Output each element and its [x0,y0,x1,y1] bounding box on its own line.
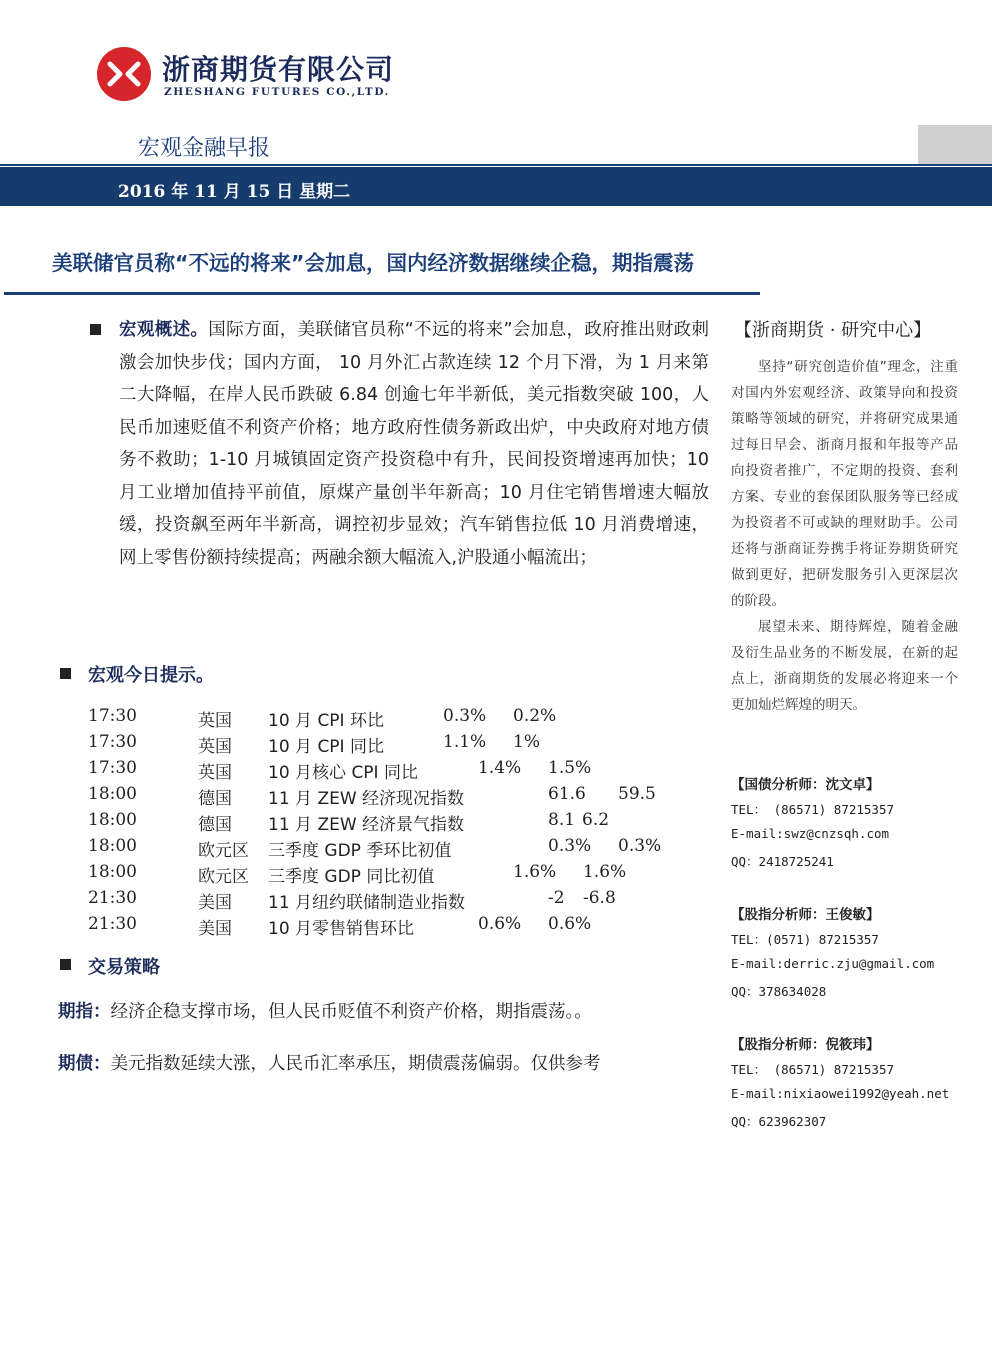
event-previous-value: 8.1 [548,810,576,830]
event-previous-value: 1.1% [443,732,487,752]
analyst-email[interactable]: E-mail:nixiaowei1992@yeah.net [731,1086,950,1101]
today-section-title: 宏观今日提示。 [88,665,214,686]
event-time: 17:30 [88,706,137,726]
company-name-cn: 浙商期货有限公司 [162,53,395,86]
strategy-text: 美元指数延续大涨，人民币汇率承压，期债震荡偏弱。仅供参考 [110,1054,601,1074]
strategy-index-futures [58,998,592,1023]
event-name: 10 月 CPI 同比 [268,737,384,757]
event-name: 三季度 GDP 同比初值 [268,867,435,887]
event-forecast-value: 1.6% [583,862,627,882]
headline-rule [4,292,760,295]
sidebar-intro: 坚持“研究创造价值”理念，注重对国内外宏观经济、政策导向和投资策略等领域的研究，并将研究成果通过每日早会、浙商月报和年报等产品向投资者推广，不定期的投资、套利方案、专业的套保团队服务等已经成为投资者不可或缺的理财助手。公司还将与浙商证券携手将证券期货研究做到更好，把研发服务引入更深层次的阶段。 [731,359,958,609]
event-previous-value: 0.3% [548,836,592,856]
analyst-tel: TEL：(0571) 87215357 [731,932,879,947]
sidebar-title: 【浙商期货 · 研究中心】 [734,320,932,341]
event-time: 18:00 [88,862,137,882]
event-forecast-value: -6.8 [583,888,616,908]
bullet-icon [60,668,71,679]
analyst-qq: QQ：2418725241 [731,854,834,869]
event-country: 英国 [198,763,232,783]
event-country: 欧元区 [198,841,249,861]
event-country: 德国 [198,789,232,809]
header-divider [0,164,992,166]
bullet-icon [90,324,101,335]
event-name: 11 月 ZEW 经济现况指数 [268,789,465,809]
analyst-tel: TEL： (86571) 87215357 [731,802,895,817]
macro-overview [119,314,709,574]
event-time: 17:30 [88,732,137,752]
company-name-en: ZHESHANG FUTURES CO.,LTD. [164,86,390,98]
event-previous-value: 61.6 [548,784,586,804]
event-forecast-value: 0.3% [618,836,662,856]
company-logo-icon [96,46,152,102]
event-name: 11 月 ZEW 经济景气指数 [268,815,465,835]
event-forecast-value: 1.5% [548,758,592,778]
analyst-qq: QQ：623962307 [731,1114,827,1129]
analyst-email[interactable]: E-mail:derric.zju@gmail.com [731,956,935,971]
analyst-title: 【国债分析师：沈文卓】 [731,777,880,793]
event-forecast-value: 0.2% [513,706,557,726]
analyst-title: 【股指分析师：王俊敏】 [731,907,880,923]
event-name: 三季度 GDP 季环比初值 [268,841,452,861]
overview-label: 宏观概述。 [119,320,209,340]
analyst-email[interactable]: E-mail:swz@cnzsqh.com [731,826,890,841]
analyst-qq: QQ：378634028 [731,984,827,999]
event-time: 18:00 [88,836,137,856]
header-grey-block [918,125,992,165]
event-country: 英国 [198,737,232,757]
sidebar-outlook: 展望未来、期待辉煌，随着金融及衍生品业务的不断发展，在新的起点上，浙商期货的发展必将迎来一个更加灿烂辉煌的明天。 [731,619,958,713]
report-title: 宏观金融早报 [138,136,271,161]
event-forecast-value: 6.2 [582,810,610,830]
event-time: 18:00 [88,810,137,830]
strategy-section-title: 交易策略 [88,957,160,978]
event-country: 美国 [198,893,232,913]
strategy-label: 期指： [58,1002,111,1022]
event-country: 英国 [198,711,232,731]
event-name: 10 月零售销售环比 [268,919,415,939]
strategy-label: 期债： [58,1054,111,1074]
event-time: 21:30 [88,888,137,908]
strategy-text: 经济企稳支撑市场，但人民币贬值不利资产价格，期指震荡。。 [110,1002,592,1022]
event-country: 美国 [198,919,232,939]
event-previous-value: 1.6% [513,862,557,882]
event-time: 21:30 [88,914,137,934]
analyst-title: 【股指分析师：倪筱玮】 [731,1037,880,1053]
overview-text: 国际方面，美联储官员称“不远的将来”会加息，政府推出财政刺激会加快步伐；国内方面， 10 月外汇占款连续 12 个月下滑，为 1 月来第二大降幅，在岸人民币跌破 6.84 创逾七年半新低，美元指数突破 100，人民币加速贬值不利资产价格；地方政府性债务新政出炉，中央政府对地方债务不救助；1-10 月城镇固定资产投资稳中有升，民间投资增速再加快；10 月工业增加值持平前值，原煤产量创半年新高；10 月住宅销售增速大幅放缓，投资飙至两年半新高，调控初步显效；汽车销售拉低 10 月消费增速，网上零售份额持续提高；两融余额大幅流入,沪股通小幅流出； [119,320,709,568]
event-previous-value: -2 [548,888,565,908]
event-name: 11 月纽约联储制造业指数 [268,893,466,913]
strategy-bond-futures [58,1050,601,1075]
bullet-icon [60,959,71,970]
event-previous-value: 0.6% [478,914,522,934]
event-forecast-value: 0.6% [548,914,592,934]
event-forecast-value: 1% [513,732,540,752]
event-time: 18:00 [88,784,137,804]
event-country: 德国 [198,815,232,835]
event-forecast-value: 59.5 [618,784,656,804]
report-date: 2016 年 11 月 15 日 星期二 [118,182,351,202]
event-previous-value: 0.3% [443,706,487,726]
headline: 美联储官员称“不远的将来”会加息，国内经济数据继续企稳，期指震荡 [52,251,694,275]
event-previous-value: 1.4% [478,758,522,778]
analyst-tel: TEL： (86571) 87215357 [731,1062,895,1077]
event-name: 10 月 CPI 环比 [268,711,384,731]
event-country: 欧元区 [198,867,249,887]
event-name: 10 月核心 CPI 同比 [268,763,418,783]
event-time: 17:30 [88,758,137,778]
